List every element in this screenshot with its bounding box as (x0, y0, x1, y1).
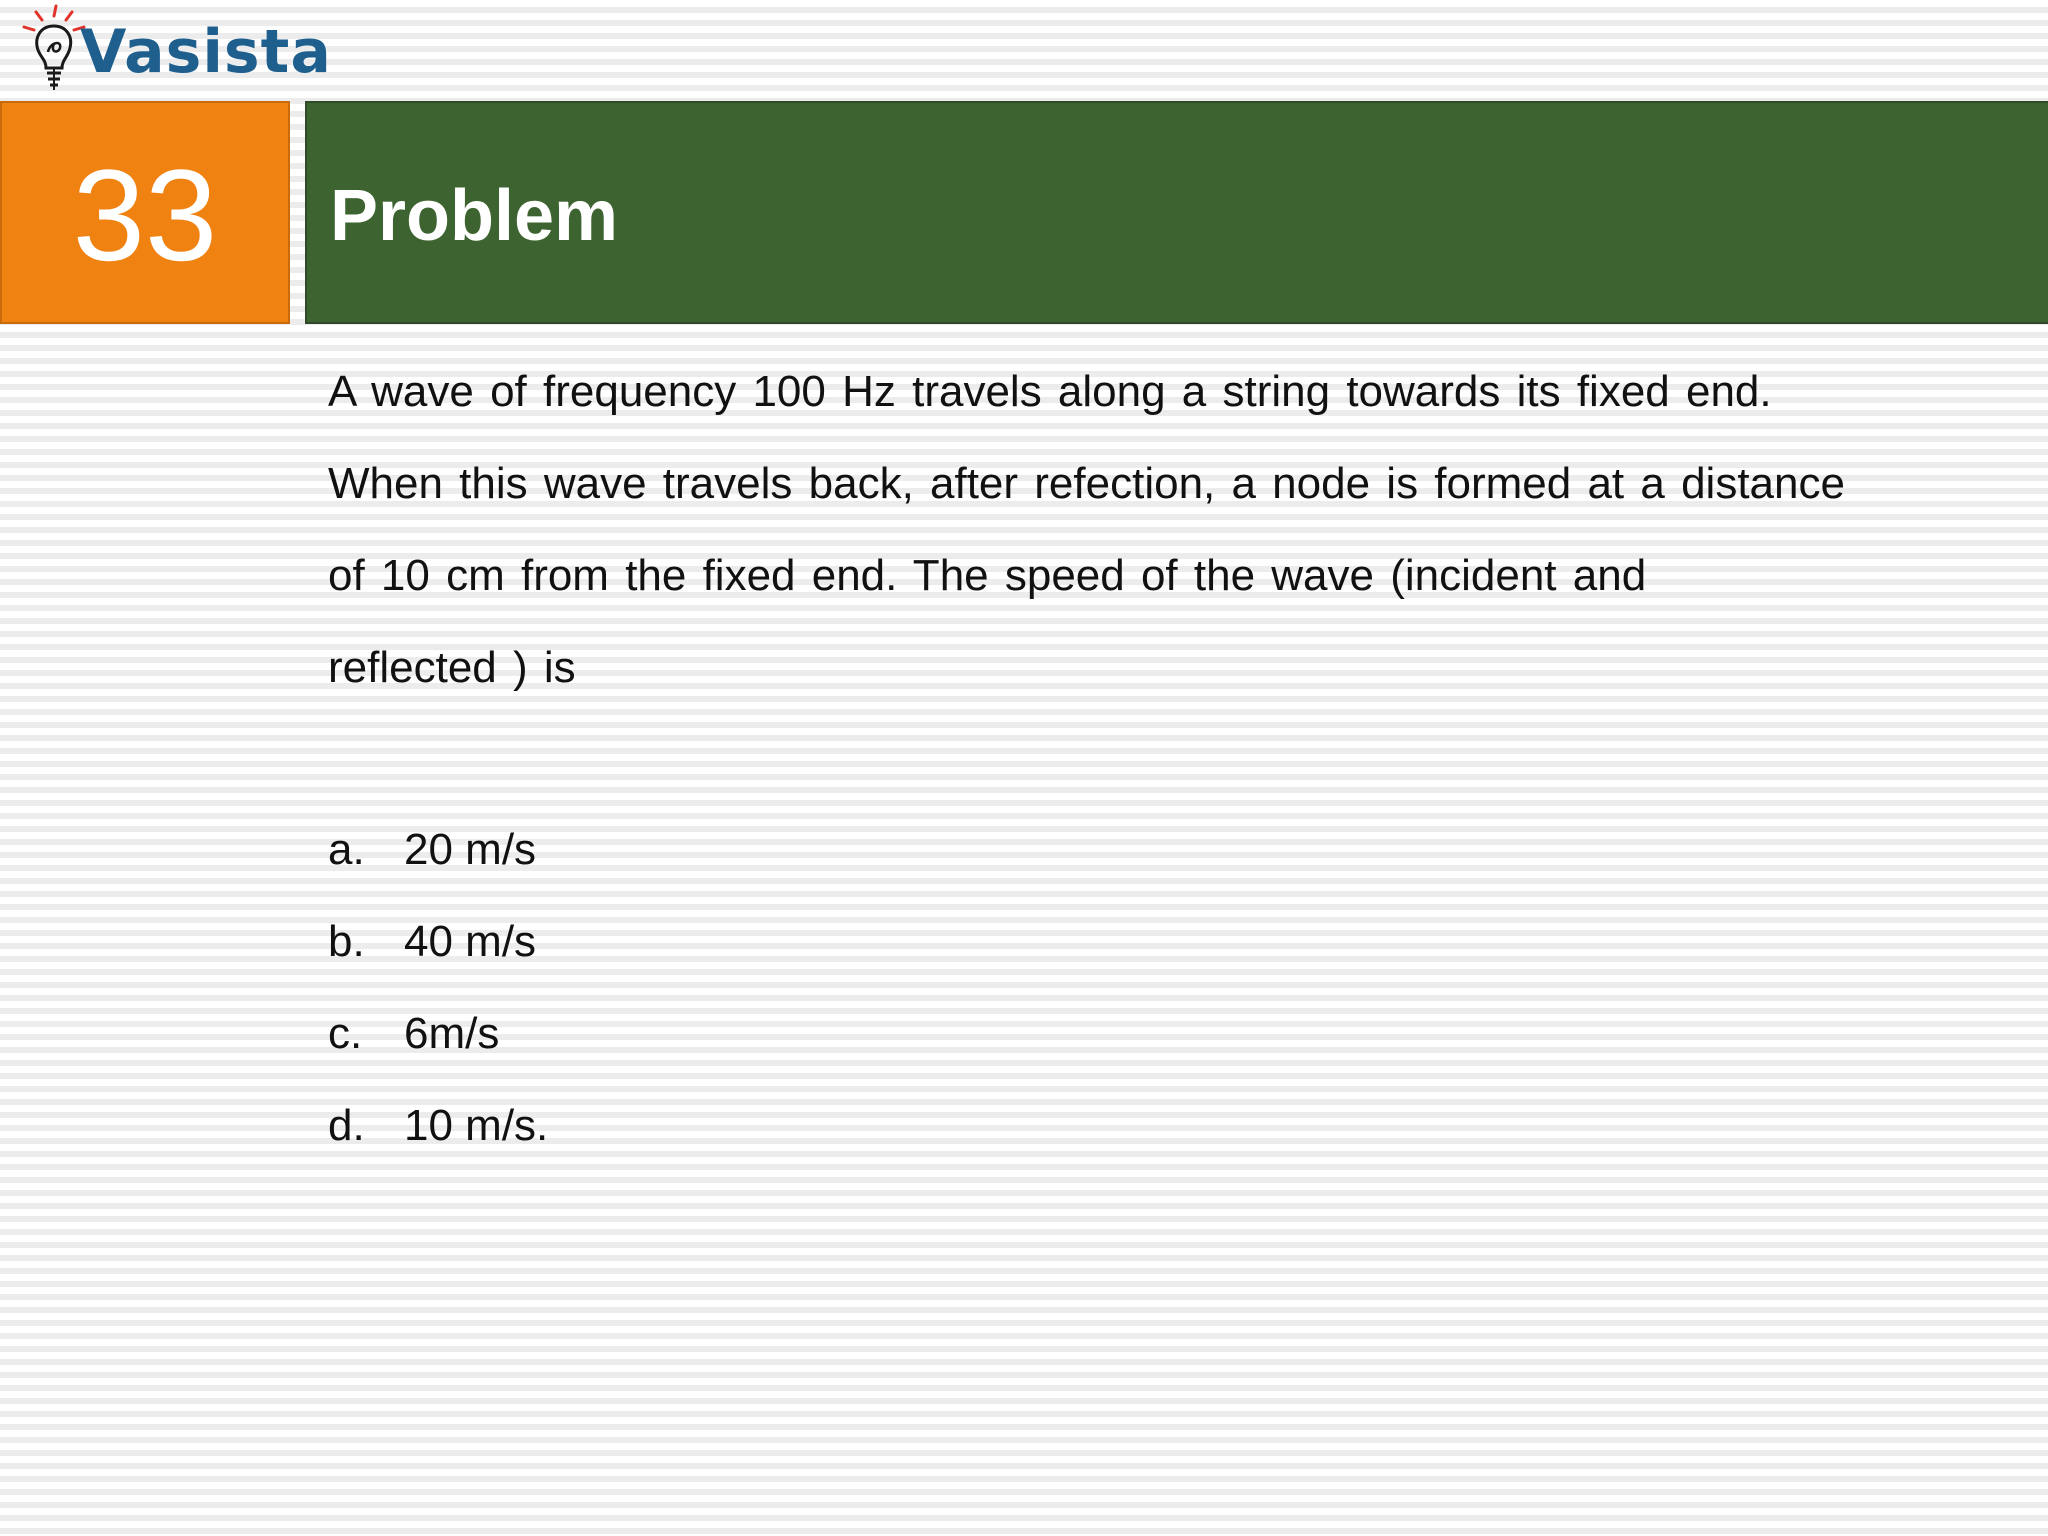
title-bar (305, 101, 2048, 324)
question-line: A wave of frequency 100 Hz travels along a string towards its fixed end. (328, 367, 1772, 416)
option-label: a. (328, 825, 365, 874)
question-line: of 10 cm from the fixed end. The speed of the wave (incident and (328, 551, 1647, 600)
slide-number: 33 (72, 141, 218, 288)
option-b (328, 896, 548, 988)
logo-text: Vasista (80, 17, 332, 87)
slide-title: Problem (330, 175, 619, 256)
option-c (328, 988, 548, 1080)
lightbulb-icon (18, 2, 88, 98)
option-text: 6m/s (404, 1009, 500, 1058)
option-d (328, 1080, 548, 1172)
question-line: reflected ) is (328, 643, 576, 692)
option-a (328, 804, 548, 896)
option-label: c. (328, 1009, 363, 1058)
option-text: 20 m/s (404, 825, 537, 874)
question-line: When this wave travels back, after refection, a node is formed at a distance (328, 459, 1845, 508)
option-text: 40 m/s (404, 917, 537, 966)
option-label: b. (328, 917, 365, 966)
slide-number-box (0, 101, 290, 324)
vasista-logo (18, 2, 332, 98)
question-text (328, 346, 2008, 714)
answer-options (328, 804, 548, 1172)
option-text: 10 m/s. (404, 1101, 549, 1150)
option-label: d. (328, 1101, 365, 1150)
